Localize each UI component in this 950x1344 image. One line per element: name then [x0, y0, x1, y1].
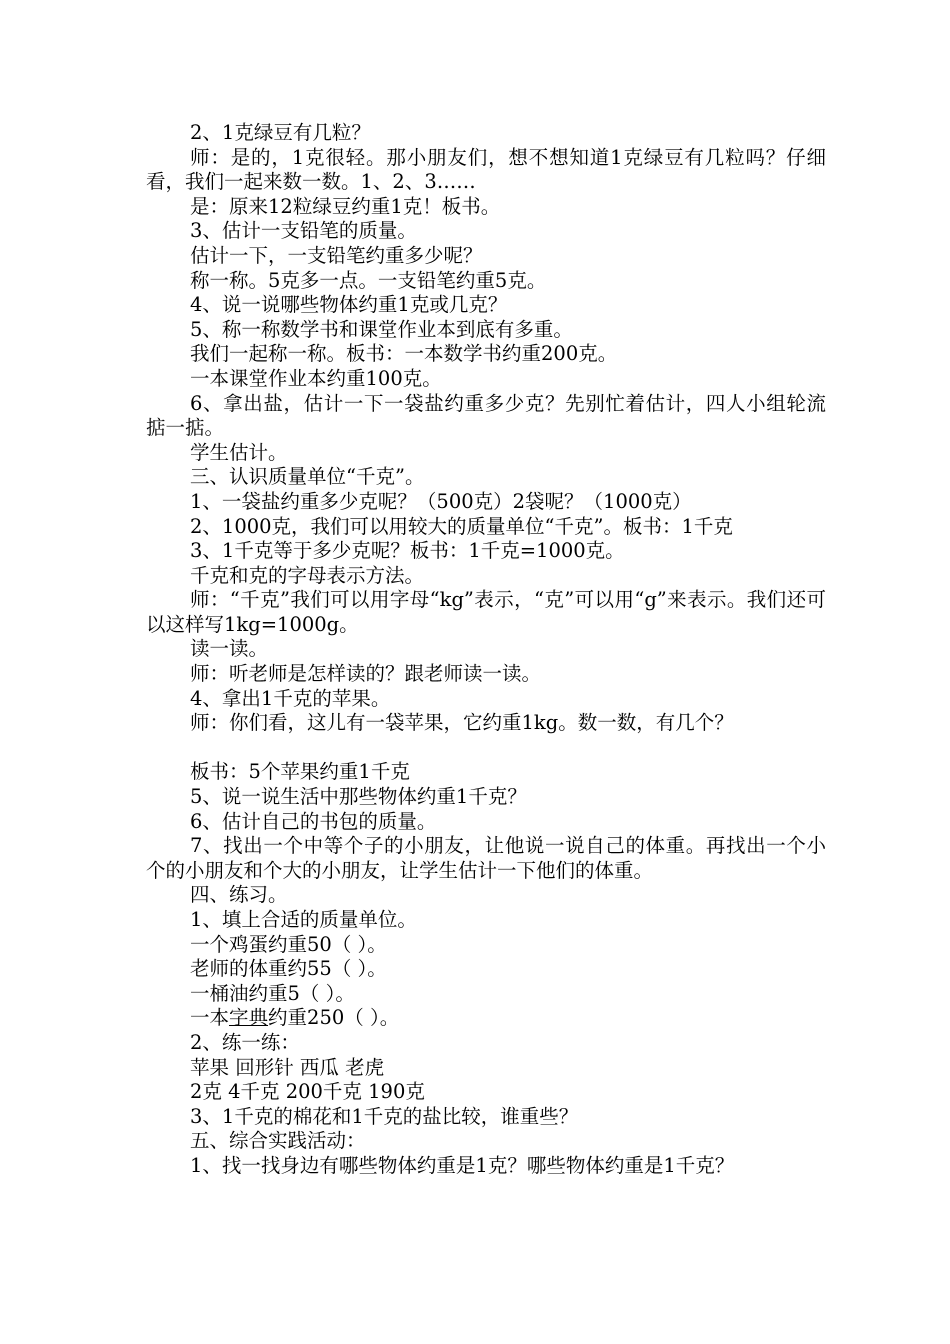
paragraph: 5、称一称数学书和课堂作业本到底有多重。 — [190, 317, 573, 341]
paragraph: 6、拿出盐，估计一下一袋盐约重多少克？先别忙着估计，四人小组轮流掂一掂。 — [146, 391, 826, 440]
paragraph: 1、填上合适的质量单位。 — [190, 908, 417, 931]
paragraph: 苹果 回形针 西瓜 老虎 — [190, 1055, 385, 1079]
paragraph: 3、1千克等于多少克呢？板书：1千克=1000克。 — [190, 539, 625, 563]
paragraph: 5、说一说生活中那些物体约重1千克？ — [190, 785, 527, 809]
dict-line-after: 约重250（ ）。 — [268, 1006, 400, 1030]
paragraph: 2、1000克，我们可以用较大的质量单位“千克”。板书：1千克 — [190, 514, 733, 538]
paragraph: 2克 4千克 200千克 190克 — [190, 1080, 425, 1104]
paragraph: 学生估计。 — [190, 440, 288, 464]
exercise-line: 一个鸡蛋约重50（ ）。 — [190, 932, 387, 956]
paragraph: 1、一袋盐约重多少克呢？（500克）2袋呢？（1000克） — [190, 489, 692, 513]
paragraph: 7、找出一个中等个子的小朋友，让他说一说自己的体重。再找出一个小个的小朋友和个大的小朋友，让学生估计一下他们的体重。 — [146, 834, 826, 882]
dictionary-link[interactable]: 字典 — [229, 1006, 269, 1030]
paragraph: 板书：5个苹果约重1千克 — [190, 760, 410, 784]
paragraph: 是：原来12粒绿豆约重1克！板书。 — [190, 194, 501, 218]
paragraph: 6、估计自己的书包的质量。 — [190, 809, 437, 833]
paragraph: 师：你们看，这儿有一袋苹果，它约重1kg。数一数，有几个？ — [190, 711, 734, 735]
paragraph: 4、说一说哪些物体约重1克或几克？ — [190, 293, 508, 317]
paragraph: 读一读。 — [190, 637, 269, 661]
paragraph: 称一称。5克多一点。一支铅笔约重5克。 — [190, 268, 547, 292]
section-heading: 四、练习。 — [190, 883, 288, 907]
exercise-line: 一桶油约重5（ ）。 — [190, 981, 355, 1005]
section-heading: 五、综合实践活动： — [190, 1129, 366, 1153]
paragraph: 师：是的，1克很轻。那小朋友们，想不想知道1克绿豆有几粒吗？仔细看，我们一起来数一数。1、2、3…… — [146, 145, 826, 194]
section-heading: 三、认识质量单位“千克”。 — [190, 465, 425, 489]
paragraph: 我们一起称一称。板书：一本数学书约重200克。 — [190, 342, 618, 366]
blank-line — [146, 736, 826, 761]
paragraph: 2、练一练： — [190, 1030, 300, 1054]
paragraph: 1、找一找身边有哪些物体约重是1克？哪些物体约重是1千克？ — [190, 1153, 735, 1177]
paragraph: 千克和克的字母表示方法。 — [190, 563, 425, 587]
paragraph: 4、拿出1千克的苹果。 — [190, 686, 391, 710]
paragraph: 师：听老师是怎样读的？跟老师读一读。 — [190, 662, 542, 686]
exercise-line: 老师的体重约55（ ）。 — [190, 957, 387, 981]
paragraph: 估计一下，一支铅笔约重多少呢？ — [190, 243, 483, 267]
paragraph: 一本课堂作业本约重100克。 — [190, 366, 442, 390]
paragraph: 2、1克绿豆有几粒？ — [190, 121, 371, 144]
paragraph: 师：“千克”我们可以用字母“kg”表示，“克”可以用“g”来表示。我们还可以这样写1kg=1000g。 — [146, 588, 826, 636]
exercise-line-dictionary — [146, 1006, 826, 1031]
paragraph: 3、估计一支铅笔的质量。 — [190, 219, 417, 243]
paragraph: 3、1千克的棉花和1千克的盐比较，谁重些？ — [190, 1104, 579, 1128]
dict-line-before: 一本 — [190, 1006, 230, 1030]
document-body — [146, 121, 826, 1179]
